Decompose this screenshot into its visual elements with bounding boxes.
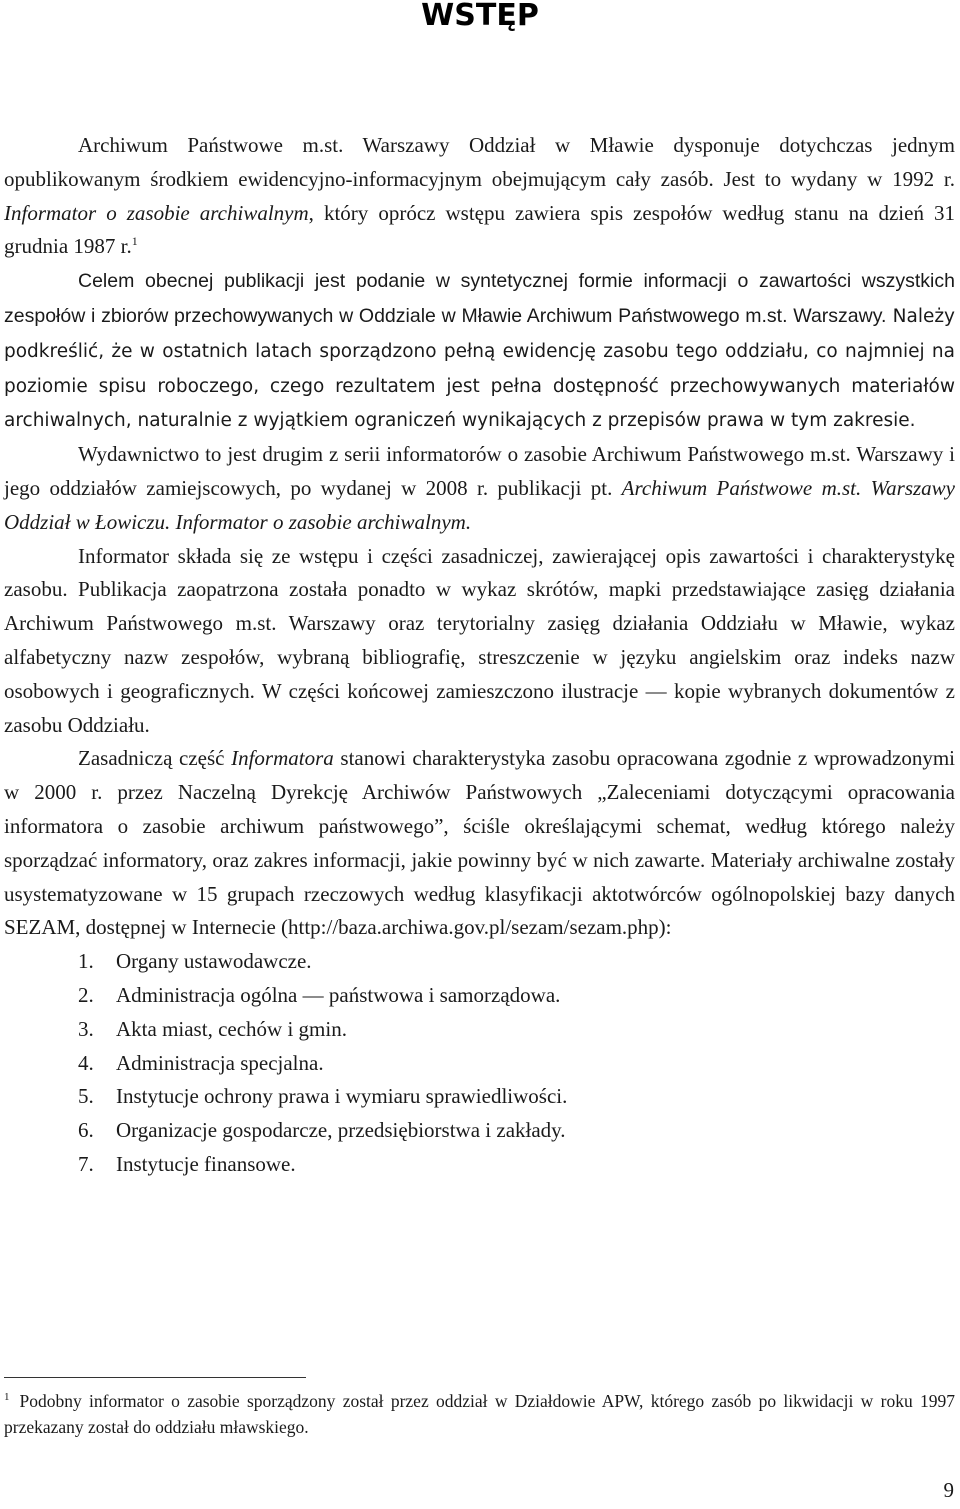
paragraph-5 — [4, 742, 955, 945]
list-item-number: 6. — [78, 1118, 94, 1143]
footnote-ref[interactable]: 1 — [131, 234, 138, 249]
footnote-mark: 1 — [4, 1391, 10, 1404]
p1-text-c: , który oprócz wstępu zawiera spis zespołów według stanu na dzień 31 grudnia 1987 r. — [4, 200, 955, 259]
p1-italic-title: Informator o zasobie archiwalnym — [4, 200, 309, 225]
group-list — [4, 945, 955, 1182]
list-item — [4, 1047, 955, 1081]
list-item — [4, 1080, 955, 1114]
paragraph-3 — [4, 438, 955, 539]
list-item — [4, 945, 955, 979]
list-item-number: 3. — [78, 1016, 94, 1041]
page-title: WSTĘP — [421, 0, 539, 33]
list-item-number: 1. — [78, 949, 94, 974]
list-item-number: 5. — [78, 1084, 94, 1109]
list-item — [4, 1013, 955, 1047]
p2-text-a: Celem obecnej publikacji jest podanie w syntetycznej formie informacji o zawartości wszystkich zespołów i zbiorów przechowywanych w Oddziale w Mławie Archiwum Państwowego m.st. Warszawy. — [4, 270, 955, 327]
footnote — [4, 1388, 955, 1440]
footnote-text: Podobny informator o zasobie sporządzony został przez oddział w Działdowie APW, którego zasób po likwidacji w roku 1997 przekazany został do oddziału mławskiego. — [4, 1391, 955, 1437]
paragraph-1 — [4, 129, 955, 264]
paragraph-4: Informator składa się ze wstępu i części zasadniczej, zawierającej opis zawartości i charakterystykę zasobu. Publikacja zaopatrzona została ponadto w wykaz skrótów, mapki przedstawiające zasięg działania Archiwum Państwowego m.st. Warszawy oraz terytorialny zasięg działania Oddziału w Mławie, wykaz alfabetyczny nazw zespołów, wybraną bibliografię, streszczenie w języku angielskim oraz indeks nazw osobowych i geograficznych. W części końcowej zamieszczono ilustracje — kopie wybranych dokumentów z zasobu Oddziału. — [4, 543, 955, 737]
list-item-number: 4. — [78, 1050, 94, 1075]
list-item-label: Instytucje finansowe. — [116, 1151, 296, 1176]
p5-text-c: stanowi charakterystyka zasobu opracowana zgodnie z wprowadzonymi w 2000 r. przez Naczelną Dyrekcję Archiwów Państwowych „Zaleceniami dotyczącymi opracowania informatora o zasobie archiwum państwowego”, ściśle określającymi schemat, według którego należy sporządzać informatory, oraz zakres informacji, jakie powinny być w nich zawarte. Materiały archiwalne zostały usystematyzowane w 15 grupach rzeczowych według klasyfikacji aktotwórców ogólnopolskiej bazy danych SEZAM, dostępnej w Internecie (http://baza.archiwa.gov.pl/sezam/sezam.php): — [4, 746, 955, 940]
list-item-number: 2. — [78, 982, 94, 1007]
list-item-label: Organy ustawodawcze. — [116, 949, 312, 974]
p2-text-b: Należy podkreślić, że w ostatnich latach sporządzono pełną ewidencję zasobu tego oddziału, co najmniej na poziomie spisu roboczego, czego rezultatem jest pełna dostępność przechowywanych materiałów archiwalnych, naturalnie z wyjątkiem ograniczeń wynikających z przepisów prawa w tym zakresie. — [4, 305, 955, 432]
list-item-label: Instytucje ochrony prawa i wymiaru sprawiedliwości. — [116, 1084, 568, 1109]
p3-italic-title: Archiwum Państwowe m.st. Warszawy Oddział w Łowiczu. Informator o zasobie archiwalnym. — [4, 475, 955, 534]
list-item — [4, 1114, 955, 1148]
p1-text-a: Archiwum Państwowe m.st. Warszawy Oddział w Mławie dysponuje dotychczas jednym opublikowanym środkiem ewidencyjno-informacyjnym obejmującym cały zasób. Jest to wydany w 1992 r. — [4, 133, 955, 191]
paragraph-2 — [4, 264, 955, 438]
list-item-label: Administracja specjalna. — [116, 1050, 324, 1075]
list-item-label: Akta miast, cechów i gmin. — [116, 1016, 347, 1041]
p3-text-a: Wydawnictwo to jest drugim z serii informatorów o zasobie Archiwum Państwowego m.st. Warszawy i jego oddziałów zamiejscowych, po wydanej w 2008 r. publikacji pt. — [4, 442, 955, 500]
p5-italic: Informatora — [231, 746, 334, 771]
page-number: 9 — [943, 1478, 954, 1502]
list-item-label: Organizacje gospodarcze, przedsiębiorstwa i zakłady. — [116, 1118, 566, 1143]
list-item-label: Administracja ogólna — państwowa i samorządowa. — [116, 982, 561, 1007]
footnote-separator — [4, 1377, 306, 1378]
list-item — [4, 1148, 955, 1182]
list-item-number: 7. — [78, 1151, 94, 1176]
p5-text-a: Zasadniczą część — [78, 746, 232, 771]
body-text — [4, 129, 955, 1182]
list-item — [4, 979, 955, 1013]
